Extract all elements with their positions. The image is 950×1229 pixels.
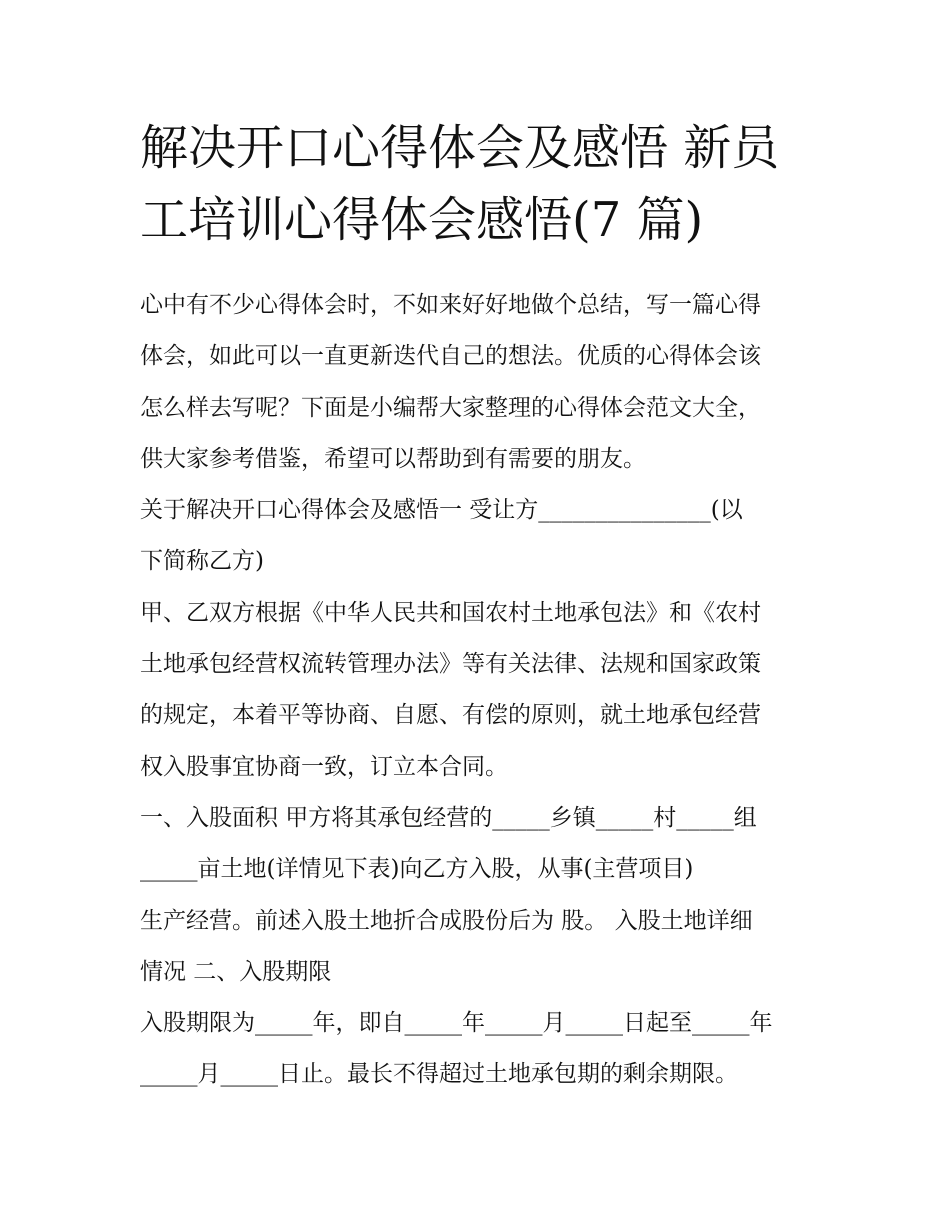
body-line: 生产经营。前述入股土地折合成股份后为 股。 入股土地详细 (140, 907, 753, 934)
body-line: 的规定，本着平等协商、自愿、有偿的原则，就土地承包经营 (140, 702, 761, 729)
body-line: 关于解决开口心得体会及感悟一 受让方_______________(以 (140, 497, 743, 524)
body-line: 土地承包经营权流转管理办法》等有关法律、法规和国家政策 (140, 651, 761, 678)
body-line: 甲、乙双方根据《中华人民共和国农村土地承包法》和《农村 (140, 599, 761, 626)
title-line-1: 解决开口心得体会及感悟 新员 (140, 120, 780, 176)
body-line: 体会，如此可以一直更新迭代自己的想法。优质的心得体会该 (140, 343, 761, 370)
body-line: 入股期限为_____年，即自_____年_____月_____日起至_____年 (140, 1010, 773, 1037)
document-title (140, 112, 830, 256)
document-body (140, 280, 830, 1101)
body-line: 权入股事宜协商一致，订立本合同。 (140, 753, 508, 780)
title-line-2: 工培训心得体会感悟(7 篇) (140, 192, 704, 248)
body-line: 怎么样去写呢？下面是小编帮大家整理的心得体会范文大全， (140, 394, 761, 421)
body-line: 下简称乙方) (140, 548, 264, 575)
body-line: _____亩土地(详情见下表)向乙方入股，从事(主营项目) (140, 856, 694, 883)
body-line: 心中有不少心得体会时，不如来好好地做个总结，写一篇心得 (140, 292, 761, 318)
body-line: 一、入股面积 甲方将其承包经营的_____乡镇_____村_____组 (140, 804, 757, 831)
body-line: 情况 二、入股期限 (140, 958, 332, 985)
body-line: _____月_____日止。最长不得超过土地承包期的剩余期限。 (140, 1061, 738, 1088)
body-line: 供大家参考借鉴，希望可以帮助到有需要的朋友。 (140, 445, 646, 472)
